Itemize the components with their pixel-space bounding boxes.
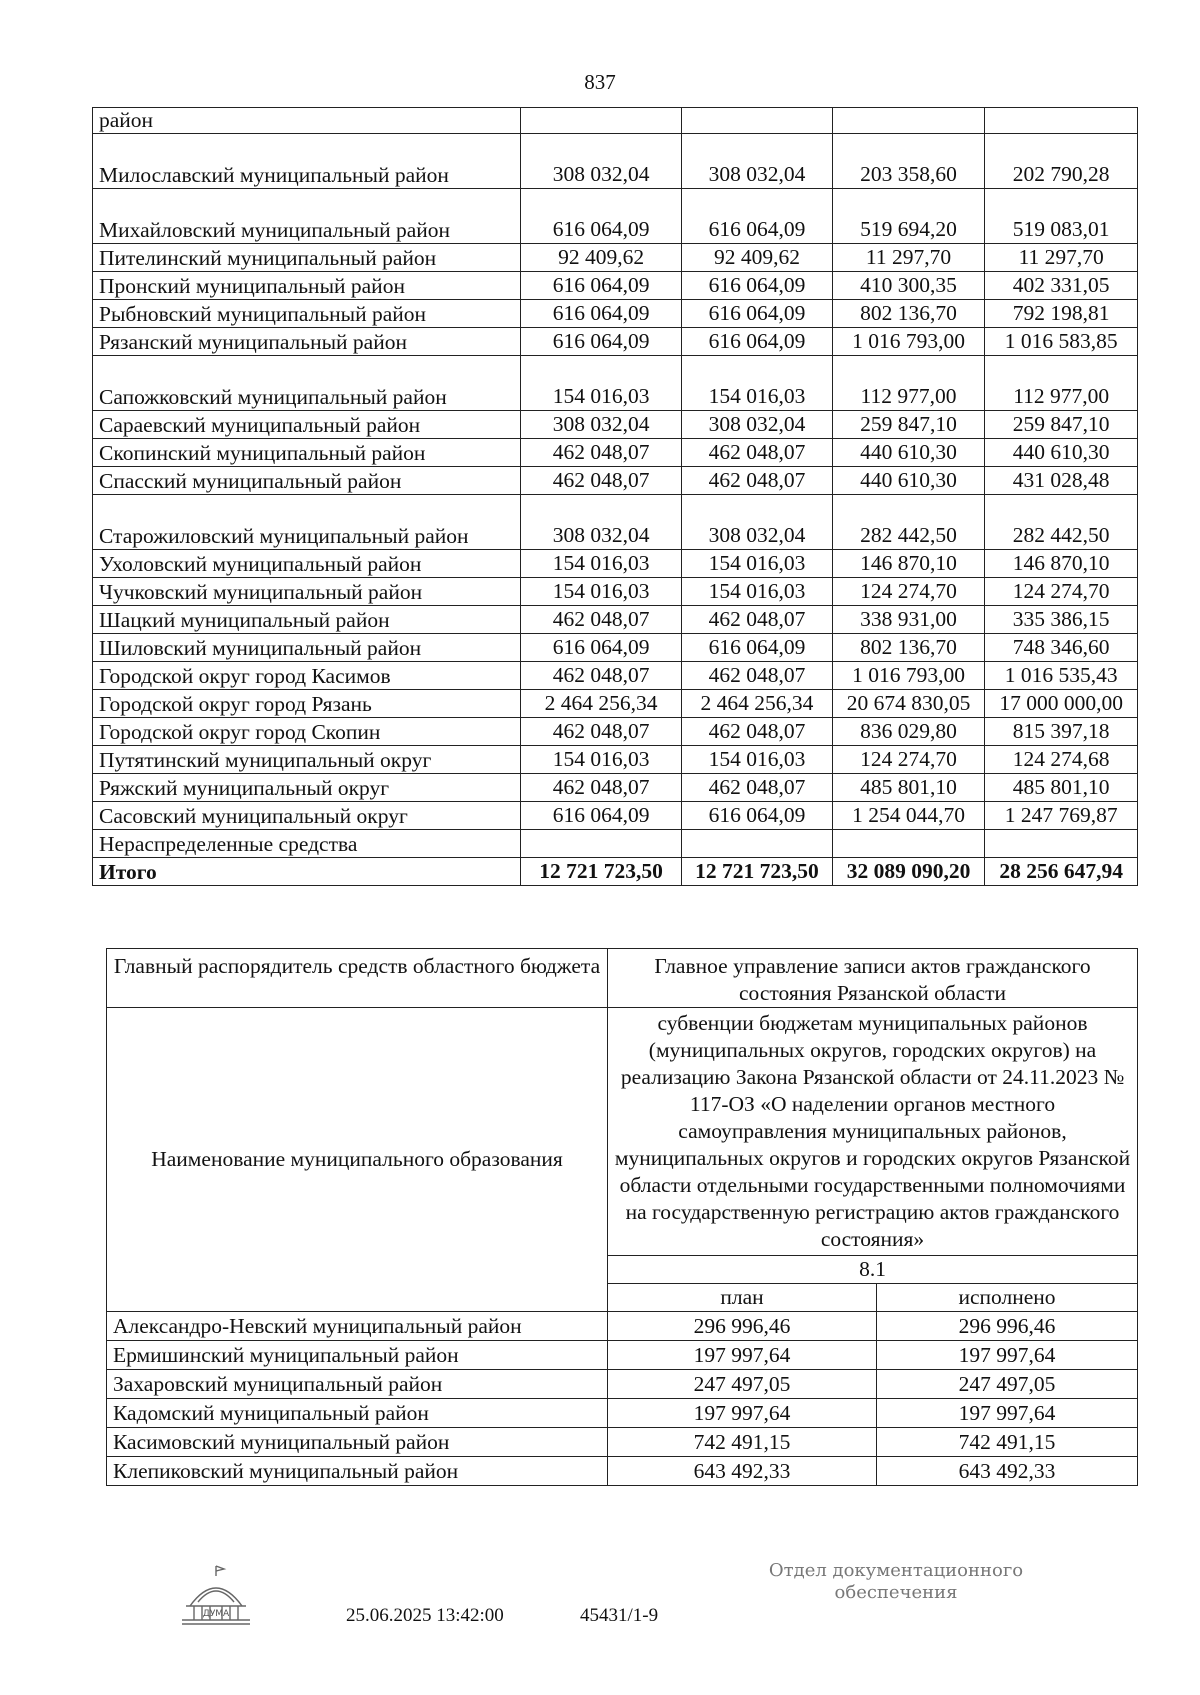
table-row — [93, 829, 1138, 857]
value-col-2: 308 032,04 — [682, 133, 833, 188]
value-col-3: 20 674 830,05 — [832, 689, 985, 717]
value-col-2: 616 064,09 — [682, 188, 833, 243]
municipality-name: Пителинский муниципальный район — [93, 243, 521, 271]
municipality-name: Ухоловский муниципальный район — [93, 549, 521, 577]
table-row — [107, 1457, 1138, 1486]
table-row — [93, 605, 1138, 633]
table-row — [93, 577, 1138, 605]
value-col-1: 616 064,09 — [521, 188, 682, 243]
page-number: 837 — [584, 70, 616, 94]
table-row — [93, 633, 1138, 661]
value-col-4: 1 016 583,85 — [985, 327, 1138, 355]
value-col-4: 17 000 000,00 — [985, 689, 1138, 717]
table-row — [107, 1341, 1138, 1370]
plan-value: 247 497,05 — [608, 1370, 877, 1399]
municipality-name: Ряжский муниципальный округ — [93, 773, 521, 801]
value-col-3: 519 694,20 — [832, 188, 985, 243]
value-col-4: 815 397,18 — [985, 717, 1138, 745]
municipality-name: Сапожковский муниципальный район — [93, 355, 521, 410]
municipality-name: Путятинский муниципальный округ — [93, 745, 521, 773]
table-row — [93, 717, 1138, 745]
value-col-3: 124 274,70 — [832, 577, 985, 605]
value-col-4: 519 083,01 — [985, 188, 1138, 243]
budget-table-2 — [106, 948, 1138, 1486]
municipality-name: Пронский муниципальный район — [93, 271, 521, 299]
header-chief-administrator: Главный распорядитель средств областного бюджета — [107, 949, 608, 1008]
value-col-2: 154 016,03 — [682, 549, 833, 577]
value-col-1: 462 048,07 — [521, 466, 682, 494]
value-col-1: 2 464 256,34 — [521, 689, 682, 717]
budget-table-1 — [92, 107, 1138, 886]
value-col-1 — [521, 829, 682, 857]
plan-header: план — [608, 1284, 877, 1312]
timestamp: 25.06.2025 13:42:00 — [346, 1605, 504, 1626]
value-col-3: 282 442,50 — [832, 494, 985, 549]
value-col-4: 28 256 647,94 — [985, 857, 1138, 885]
done-value: 247 497,05 — [877, 1370, 1138, 1399]
value-col-2: 616 064,09 — [682, 801, 833, 829]
value-col-1: 616 064,09 — [521, 271, 682, 299]
table-row — [93, 689, 1138, 717]
table-row — [93, 549, 1138, 577]
code-cell: 8.1 — [608, 1256, 1138, 1284]
value-col-1: 154 016,03 — [521, 577, 682, 605]
value-col-4: 259 847,10 — [985, 410, 1138, 438]
value-col-3: 440 610,30 — [832, 438, 985, 466]
value-col-1: 308 032,04 — [521, 494, 682, 549]
value-col-2: 12 721 723,50 — [682, 857, 833, 885]
value-col-3: 1 016 793,00 — [832, 661, 985, 689]
value-col-1 — [521, 108, 682, 134]
table-row — [93, 108, 1138, 134]
value-col-4: 124 274,70 — [985, 577, 1138, 605]
table-row — [93, 299, 1138, 327]
table-row — [93, 355, 1138, 410]
municipality-name: Сараевский муниципальный район — [93, 410, 521, 438]
value-col-3: 112 977,00 — [832, 355, 985, 410]
value-col-4: 1 016 535,43 — [985, 661, 1138, 689]
value-col-1: 308 032,04 — [521, 133, 682, 188]
municipality-name: Сасовский муниципальный округ — [93, 801, 521, 829]
value-col-2: 154 016,03 — [682, 355, 833, 410]
value-col-3: 146 870,10 — [832, 549, 985, 577]
plan-value: 197 997,64 — [608, 1341, 877, 1370]
table-row — [107, 1370, 1138, 1399]
table-row — [93, 661, 1138, 689]
value-col-1: 154 016,03 — [521, 549, 682, 577]
value-col-1: 616 064,09 — [521, 299, 682, 327]
table-row — [93, 271, 1138, 299]
value-col-1: 308 032,04 — [521, 410, 682, 438]
value-col-2: 308 032,04 — [682, 494, 833, 549]
done-value: 643 492,33 — [877, 1457, 1138, 1486]
municipality-name: район — [93, 108, 521, 134]
done-header: исполнено — [877, 1284, 1138, 1312]
duma-seal-icon — [176, 1562, 256, 1632]
municipality-name: Александро-Невский муниципальный район — [107, 1312, 608, 1341]
municipality-name: Городской округ город Рязань — [93, 689, 521, 717]
done-value: 197 997,64 — [877, 1399, 1138, 1428]
value-col-1: 462 048,07 — [521, 605, 682, 633]
municipality-name: Шацкий муниципальный район — [93, 605, 521, 633]
value-col-1: 12 721 723,50 — [521, 857, 682, 885]
value-col-3: 410 300,35 — [832, 271, 985, 299]
plan-value: 296 996,46 — [608, 1312, 877, 1341]
municipality-name: Скопинский муниципальный район — [93, 438, 521, 466]
municipality-name: Захаровский муниципальный район — [107, 1370, 608, 1399]
municipality-name: Городской округ город Касимов — [93, 661, 521, 689]
plan-value: 197 997,64 — [608, 1399, 877, 1428]
value-col-1: 462 048,07 — [521, 717, 682, 745]
municipality-name: Ермишинский муниципальный район — [107, 1341, 608, 1370]
value-col-2: 616 064,09 — [682, 299, 833, 327]
plan-value: 742 491,15 — [608, 1428, 877, 1457]
municipality-name: Чучковский муниципальный район — [93, 577, 521, 605]
value-col-2: 2 464 256,34 — [682, 689, 833, 717]
value-col-4 — [985, 829, 1138, 857]
value-col-1: 616 064,09 — [521, 801, 682, 829]
municipality-name: Милославский муниципальный район — [93, 133, 521, 188]
table-row — [107, 1312, 1138, 1341]
document-number: 45431/1-9 — [580, 1605, 659, 1626]
table-row — [93, 494, 1138, 549]
value-col-2: 462 048,07 — [682, 773, 833, 801]
header-registry-office: Главное управление записи актов гражданского состояния Рязанской области — [608, 949, 1138, 1008]
value-col-4: 11 297,70 — [985, 243, 1138, 271]
value-col-3: 1 254 044,70 — [832, 801, 985, 829]
value-col-3: 124 274,70 — [832, 745, 985, 773]
value-col-3: 338 931,00 — [832, 605, 985, 633]
table-row — [93, 745, 1138, 773]
value-col-2: 462 048,07 — [682, 438, 833, 466]
table-row — [93, 327, 1138, 355]
value-col-4: 431 028,48 — [985, 466, 1138, 494]
municipality-name: Итого — [93, 857, 521, 885]
value-col-2: 154 016,03 — [682, 577, 833, 605]
value-col-3: 1 016 793,00 — [832, 327, 985, 355]
value-col-3 — [832, 108, 985, 134]
value-col-2 — [682, 108, 833, 134]
municipality-name: Клепиковский муниципальный район — [107, 1457, 608, 1486]
municipality-name: Старожиловский муниципальный район — [93, 494, 521, 549]
value-col-3: 836 029,80 — [832, 717, 985, 745]
value-col-3: 802 136,70 — [832, 633, 985, 661]
value-col-3: 259 847,10 — [832, 410, 985, 438]
value-col-3: 440 610,30 — [832, 466, 985, 494]
municipality-name: Нераспределенные средства — [93, 829, 521, 857]
value-col-4: 146 870,10 — [985, 549, 1138, 577]
value-col-1: 154 016,03 — [521, 745, 682, 773]
value-col-4: 792 198,81 — [985, 299, 1138, 327]
municipality-name: Касимовский муниципальный район — [107, 1428, 608, 1457]
municipality-name: Городской округ город Скопин — [93, 717, 521, 745]
value-col-3: 203 358,60 — [832, 133, 985, 188]
value-col-1: 616 064,09 — [521, 633, 682, 661]
value-col-1: 462 048,07 — [521, 773, 682, 801]
value-col-4: 124 274,68 — [985, 745, 1138, 773]
value-col-2: 462 048,07 — [682, 661, 833, 689]
table-row — [93, 438, 1138, 466]
table-row — [93, 133, 1138, 188]
column-label-municipality: Наименование муниципального образования — [107, 1007, 608, 1311]
subvention-description: субвенции бюджетам муниципальных районов (муниципальных округов, городских округов) на реализацию Закона Рязанской области от 24.11.2023 № 117-ОЗ «О наделении органов местного самоуправления муниципальных районов, муниципальных округов и городских округов Рязанской области отдельными государственными полномочиями на государственную регистрацию актов гражданского состояния» — [608, 1007, 1138, 1256]
value-col-1: 616 064,09 — [521, 327, 682, 355]
value-col-1: 154 016,03 — [521, 355, 682, 410]
value-col-2: 616 064,09 — [682, 327, 833, 355]
done-value: 742 491,15 — [877, 1428, 1138, 1457]
value-col-4: 485 801,10 — [985, 773, 1138, 801]
table-row — [93, 466, 1138, 494]
table-row — [107, 1428, 1138, 1457]
value-col-1: 462 048,07 — [521, 438, 682, 466]
table-row — [93, 243, 1138, 271]
municipality-name: Рыбновский муниципальный район — [93, 299, 521, 327]
value-col-4 — [985, 108, 1138, 134]
plan-value: 643 492,33 — [608, 1457, 877, 1486]
value-col-3: 485 801,10 — [832, 773, 985, 801]
value-col-4: 748 346,60 — [985, 633, 1138, 661]
municipality-name: Шиловский муниципальный район — [93, 633, 521, 661]
municipality-name: Кадомский муниципальный район — [107, 1399, 608, 1428]
value-col-4: 202 790,28 — [985, 133, 1138, 188]
svg-text:ДУМА: ДУМА — [202, 1609, 230, 1619]
value-col-4: 335 386,15 — [985, 605, 1138, 633]
table-row — [93, 773, 1138, 801]
value-col-1: 462 048,07 — [521, 661, 682, 689]
total-row — [93, 857, 1138, 885]
value-col-2 — [682, 829, 833, 857]
value-col-3: 802 136,70 — [832, 299, 985, 327]
table-row — [93, 410, 1138, 438]
table-row — [107, 1399, 1138, 1428]
value-col-2: 462 048,07 — [682, 717, 833, 745]
value-col-4: 402 331,05 — [985, 271, 1138, 299]
value-col-2: 462 048,07 — [682, 605, 833, 633]
value-col-4: 440 610,30 — [985, 438, 1138, 466]
value-col-3 — [832, 829, 985, 857]
value-col-2: 92 409,62 — [682, 243, 833, 271]
value-col-3: 32 089 090,20 — [832, 857, 985, 885]
value-col-2: 462 048,07 — [682, 466, 833, 494]
municipality-name: Рязанский муниципальный район — [93, 327, 521, 355]
value-col-4: 1 247 769,87 — [985, 801, 1138, 829]
value-col-4: 112 977,00 — [985, 355, 1138, 410]
table-row — [93, 188, 1138, 243]
value-col-4: 282 442,50 — [985, 494, 1138, 549]
done-value: 296 996,46 — [877, 1312, 1138, 1341]
done-value: 197 997,64 — [877, 1341, 1138, 1370]
department-stamp: Отдел документационного обеспечения — [768, 1560, 1024, 1603]
value-col-2: 154 016,03 — [682, 745, 833, 773]
value-col-3: 11 297,70 — [832, 243, 985, 271]
value-col-1: 92 409,62 — [521, 243, 682, 271]
value-col-2: 308 032,04 — [682, 410, 833, 438]
municipality-name: Михайловский муниципальный район — [93, 188, 521, 243]
value-col-2: 616 064,09 — [682, 633, 833, 661]
municipality-name: Спасский муниципальный район — [93, 466, 521, 494]
table-row — [93, 801, 1138, 829]
value-col-2: 616 064,09 — [682, 271, 833, 299]
